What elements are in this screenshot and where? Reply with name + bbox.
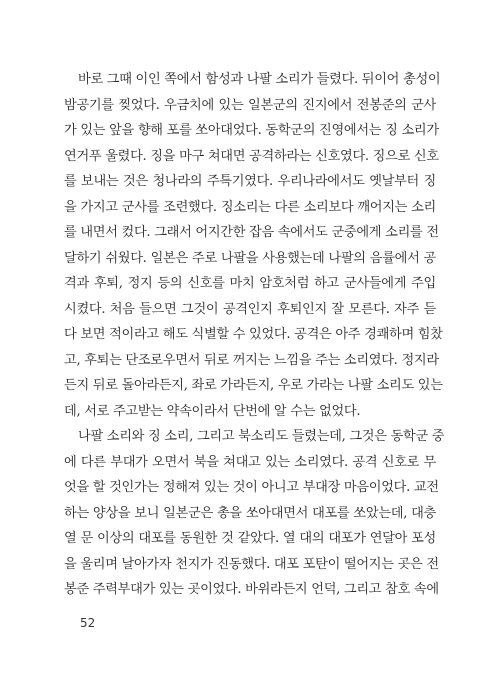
text-line: 하는 양상을 보니 일본군은 총을 쏘아대면서 대포를 쏘았는데, 대충 xyxy=(64,505,436,521)
text-line: 달하기 쉬웠다. 일본은 주로 나팔을 사용했는데 나팔의 음률에서 공 xyxy=(64,250,436,266)
text-line: 엇을 할 것인가는 정해져 있는 것이 아니고 부대장 마음이었다. 교전 xyxy=(64,480,439,495)
text-line: 나팔 소리와 징 소리, 그리고 북소리도 들렸는데, 그것은 동학군 중 xyxy=(78,429,445,444)
text-line: 든지 뒤로 돌아라든지, 좌로 가라든지, 우로 가라는 나팔 소리도 있는 xyxy=(64,378,443,393)
text-line: 을 가지고 군사를 조련했다. 징소리는 다른 소리보다 깨어지는 소리 xyxy=(64,199,436,215)
text-line: 를 내면서 컸다. 그래서 어지간한 잡음 속에서도 군중에게 소리를 전 xyxy=(64,225,439,240)
text-line: 을 울리며 날아가자 천지가 진동했다. 대포 포탄이 떨어지는 곳은 전 xyxy=(64,556,439,572)
text-line: 봉준 주력부대가 있는 곳이었다. 바위라든지 언덕, 그리고 참호 속에 xyxy=(64,582,439,597)
text-line: 다 보면 적이라고 해도 식별할 수 있었다. 공격은 아주 경쾌하며 힘찼 xyxy=(64,327,443,342)
text-line: 고, 후퇴는 단조로우면서 뒤로 꺼지는 느낌을 주는 소리였다. 정지라 xyxy=(64,352,439,368)
text-line: 바로 그때 이인 쪽에서 함성과 나팔 소리가 들렸다. 뒤이어 총성이 xyxy=(78,72,441,87)
text-line: 에 다른 부대가 오면서 북을 쳐대고 있는 소리였다. 공격 신호로 무 xyxy=(64,454,436,470)
page-number: 52 xyxy=(80,616,96,630)
text-line: 밤공기를 찢었다. 우금치에 있는 일본군의 진지에서 전봉준의 군사 xyxy=(64,97,436,113)
text-line: 를 보내는 것은 청나라의 주특기였다. 우리나라에서도 옛날부터 징 xyxy=(64,174,436,189)
text-line: 격과 후퇴, 정지 등의 신호를 마치 암호처럼 하고 군사들에게 주입 xyxy=(64,276,436,291)
text-line: 연거푸 울렸다. 징을 마구 쳐대면 공격하라는 신호였다. 징으로 신호 xyxy=(64,148,439,164)
text-line: 데, 서로 주고받는 약속이라서 단번에 알 수는 없었다. xyxy=(64,403,361,419)
text-line: 열 문 이상의 대포를 동원한 것 같았다. 열 대의 대포가 연달아 포성 xyxy=(64,531,436,546)
body-text xyxy=(64,67,445,603)
text-line: 시켰다. 처음 들으면 그것이 공격인지 후퇴인지 잘 모른다. 자주 듣 xyxy=(64,301,436,317)
text-line: 가 있는 앞을 향해 포를 쏘아대었다. 동학군의 진영에서는 징 소리가 xyxy=(64,123,439,138)
